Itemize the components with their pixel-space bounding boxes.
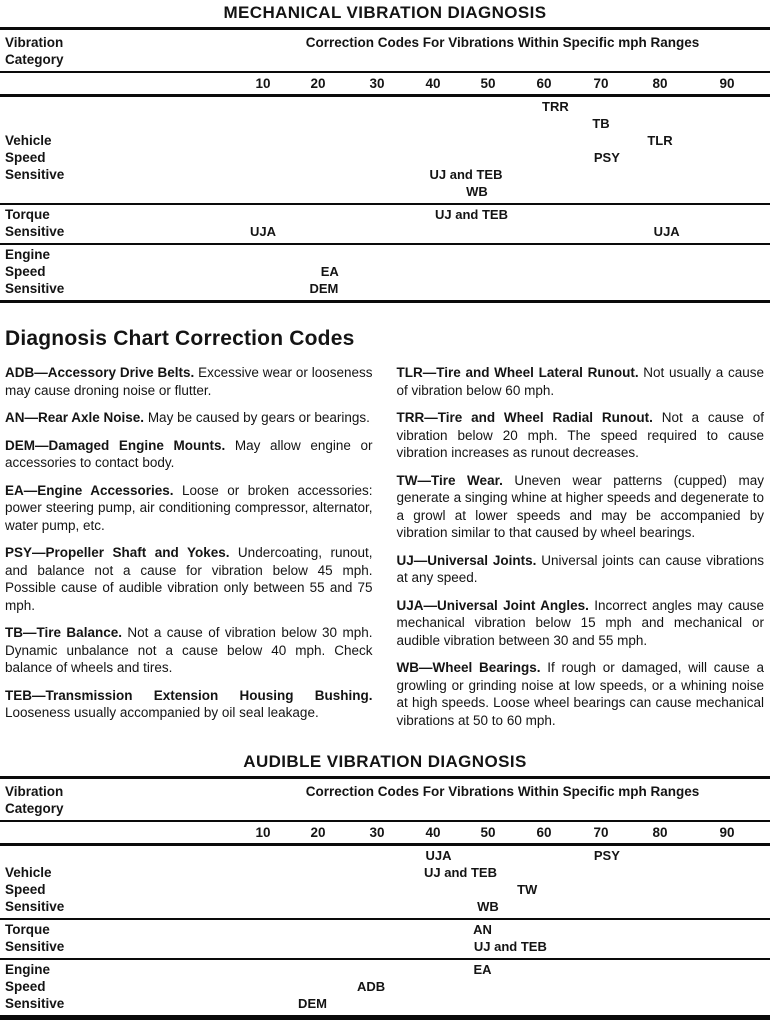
- mechanical-table-header: [0, 30, 770, 71]
- category-word: Sensitive: [5, 899, 65, 914]
- correction-code-label: UJA: [249, 224, 277, 239]
- category-word: Sensitive: [5, 996, 65, 1011]
- correction-code-label: TLR: [647, 133, 673, 148]
- definition-item: PSY—Propeller Shaft and Yokes. Undercoating, runout, and balance not a cause for vibration below 45 mph. Possible cause of audible vibration only between 55 and 75 mph.: [5, 545, 373, 613]
- definition-item: TB—Tire Balance. Not a cause of vibration below 30 mph. Dynamic unbalance not a cause below 40 mph. Check balance of wheels and tires.: [5, 625, 373, 675]
- category-word: Speed: [5, 264, 46, 279]
- definition-term: WB—Wheel Bearings.: [396, 660, 541, 675]
- table-row: [0, 245, 770, 303]
- correction-codes-header: Correction Codes For Vibrations Within Specific mph Ranges: [305, 35, 700, 50]
- table-row: [0, 205, 770, 245]
- category-word: Speed: [5, 882, 46, 897]
- mechanical-table-body: [0, 97, 770, 303]
- category-word: Torque: [5, 922, 50, 937]
- mph-tick-60: 60: [536, 825, 552, 840]
- definition-term: TB—Tire Balance.: [5, 625, 122, 640]
- definition-item: EA—Engine Accessories. Loose or broken accessories: power steering pump, air conditioning compressor, alternator, water pump, etc.: [5, 482, 373, 533]
- definition-term: TRR—Tire and Wheel Radial Runout.: [396, 410, 653, 425]
- correction-code-label: PSY: [593, 150, 620, 165]
- correction-codes-columns: [0, 364, 770, 739]
- mph-tick-70: 70: [593, 76, 609, 91]
- mph-tick-10: 10: [255, 76, 271, 91]
- definition-term: DEM—Damaged Engine Mounts.: [5, 437, 226, 453]
- mph-scale: [0, 822, 770, 843]
- correction-code-label: WB: [466, 184, 488, 199]
- definition-item: TLR—Tire and Wheel Lateral Runout. Not usually a cause of vibration below 60 mph.: [396, 365, 764, 398]
- table-row: [0, 960, 770, 1020]
- audible-table-body: [0, 846, 770, 1020]
- definition-item: TW—Tire Wear. Uneven wear patterns (cupped) may generate a singing whine at higher speeds and degenerate to a growl at lower speeds and may be accompanied by vibration similar to that caused by wheel bearings.: [396, 472, 764, 540]
- vibration-category-line1: Vibration: [5, 35, 64, 50]
- correction-code-label: AN: [473, 922, 492, 937]
- correction-codes-heading: Diagnosis Chart Correction Codes: [5, 327, 355, 350]
- mph-tick-80: 80: [652, 76, 668, 91]
- category-word: Sensitive: [5, 224, 65, 239]
- definition-term: PSY—Propeller Shaft and Yokes.: [5, 545, 230, 560]
- category-word: Sensitive: [5, 281, 65, 296]
- correction-code-label: WB: [477, 899, 499, 914]
- vibration-category-header: [0, 783, 235, 817]
- table-row: [0, 920, 770, 960]
- definition-term: ADB—Accessory Drive Belts.: [5, 365, 195, 380]
- vibration-category-line1: Vibration: [5, 784, 64, 799]
- definition-item: UJ—Universal Joints. Universal joints can cause vibrations at any speed.: [396, 552, 765, 585]
- category-word: Vehicle: [5, 865, 52, 880]
- mph-tick-70: 70: [593, 825, 609, 840]
- correction-codes-header: Correction Codes For Vibrations Within Specific mph Ranges: [305, 784, 700, 799]
- mph-tick-40: 40: [425, 76, 441, 91]
- mph-tick-30: 30: [369, 825, 385, 840]
- mph-tick-20: 20: [310, 825, 326, 840]
- mph-tick-30: 30: [369, 76, 385, 91]
- definition-item: ADB—Accessory Drive Belts. Excessive wear or looseness may cause droning noise or flutter.: [5, 365, 373, 398]
- definition-term: TEB—Transmission Extension Housing Bushing.: [5, 687, 373, 703]
- correction-codes-section: [0, 327, 770, 739]
- vibration-category-line2: Category: [5, 801, 64, 816]
- mechanical-table-title: MECHANICAL VIBRATION DIAGNOSIS: [223, 3, 547, 22]
- table-row: [0, 846, 770, 920]
- definition-item: AN—Rear Axle Noise. May be caused by gears or bearings.: [5, 410, 370, 425]
- correction-code-label: UJ and TEB: [429, 167, 503, 182]
- audible-table-title: AUDIBLE VIBRATION DIAGNOSIS: [243, 752, 527, 771]
- mechanical-vibration-table: [0, 0, 770, 303]
- correction-code-label: TW: [517, 882, 538, 897]
- correction-code-label: UJA: [653, 224, 680, 239]
- category-word: Engine: [5, 962, 51, 977]
- correction-code-label: ADB: [357, 979, 386, 994]
- mph-tick-50: 50: [480, 825, 496, 840]
- definition-item: TRR—Tire and Wheel Radial Runout. Not a cause of vibration below 20 mph. The speed required to cause vibration increases as runout decreases.: [396, 410, 764, 460]
- mph-tick-80: 80: [652, 825, 668, 840]
- category-word: Torque: [5, 207, 50, 222]
- definition-item: UJA—Universal Joint Angles. Incorrect angles may cause mechanical vibration below 15 mph and mechanical or audible vibration between 30 and 55 mph.: [396, 597, 764, 648]
- table-row: [0, 97, 770, 205]
- category-word: Vehicle: [5, 133, 52, 148]
- definition-item: TEB—Transmission Extension Housing Bushing. Looseness usually accompanied by oil seal leakage.: [5, 687, 373, 720]
- category-word: Sensitive: [5, 939, 65, 954]
- category-word: Engine: [5, 247, 51, 262]
- mph-tick-20: 20: [310, 76, 326, 91]
- category-word: Speed: [5, 979, 46, 994]
- definition-term: TLR—Tire and Wheel Lateral Runout.: [396, 365, 639, 380]
- correction-code-label: EA: [320, 264, 339, 279]
- correction-code-label: UJ and TEB: [473, 939, 547, 954]
- mph-tick-10: 10: [255, 825, 271, 840]
- correction-code-label: UJ and TEB: [424, 865, 497, 880]
- correction-code-label: TRR: [542, 99, 569, 114]
- codes-column-left: [5, 364, 373, 739]
- correction-code-label: DEM: [298, 996, 327, 1011]
- definition-item: WB—Wheel Bearings. If rough or damaged, will cause a growling or grinding noise at low speeds, or a whining noise at high speeds. Loose wheel bearings can cause mechanical vibrations at 50 to 60 mph.: [396, 660, 764, 728]
- audible-vibration-table: [0, 749, 770, 1020]
- mph-tick-60: 60: [536, 76, 552, 91]
- correction-code-label: PSY: [593, 848, 620, 863]
- definition-term: EA—Engine Accessories.: [5, 482, 174, 498]
- mph-tick-40: 40: [425, 825, 441, 840]
- category-word: Speed: [5, 150, 46, 165]
- definition-term: TW—Tire Wear.: [396, 472, 503, 488]
- correction-code-label: DEM: [309, 281, 339, 296]
- codes-column-right: [397, 364, 765, 739]
- category-word: Sensitive: [5, 167, 65, 182]
- correction-code-label: UJ and TEB: [435, 207, 508, 222]
- mph-tick-90: 90: [719, 76, 735, 91]
- audible-table-header: [0, 779, 770, 820]
- definition-item: DEM—Damaged Engine Mounts. May allow engine or accessories to contact body.: [5, 437, 373, 470]
- mph-scale: [0, 73, 770, 94]
- vibration-category-header: [0, 34, 235, 68]
- correction-code-label: EA: [473, 962, 492, 977]
- definition-term: AN—Rear Axle Noise.: [5, 410, 145, 425]
- mph-tick-50: 50: [480, 76, 496, 91]
- definition-term: UJ—Universal Joints.: [396, 552, 537, 568]
- correction-code-label: UJA: [425, 848, 452, 863]
- definition-term: UJA—Universal Joint Angles.: [396, 597, 589, 613]
- vibration-category-line2: Category: [5, 52, 64, 67]
- correction-code-label: TB: [592, 116, 610, 131]
- mph-tick-90: 90: [719, 825, 735, 840]
